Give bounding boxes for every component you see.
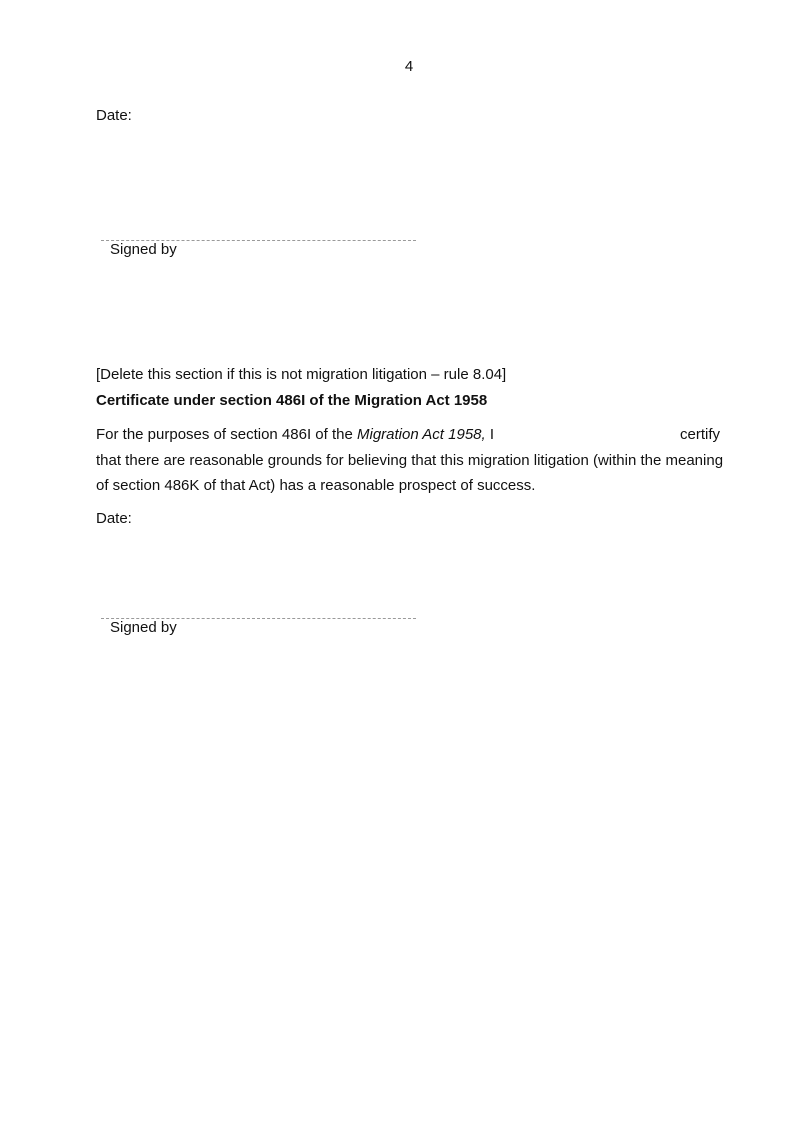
pronoun: I xyxy=(485,426,495,443)
certificate-signed-by-label: Signed by xyxy=(110,619,177,636)
paragraph-prefix: For the purposes of section 486I of the xyxy=(96,426,357,443)
certificate-paragraph-line-3: of section 486K of that Act) has a reasonable prospect of success. xyxy=(96,477,536,494)
page-number: 4 xyxy=(404,58,414,75)
date-label: Date: xyxy=(96,107,132,124)
certificate-paragraph-line-1 xyxy=(96,426,720,443)
certificate-date-label: Date: xyxy=(96,510,132,527)
signed-by-label: Signed by xyxy=(110,241,177,258)
section-instruction: [Delete this section if this is not migration litigation – rule 8.04] xyxy=(96,366,507,383)
act-name: Migration Act 1958, xyxy=(357,426,486,443)
certify-word: certify xyxy=(679,426,720,443)
certificate-heading: Certificate under section 486I of the Migration Act 1958 xyxy=(96,392,488,409)
certificate-paragraph-line-2: that there are reasonable grounds for believing that this migration litigation (within the meaning xyxy=(96,452,724,469)
